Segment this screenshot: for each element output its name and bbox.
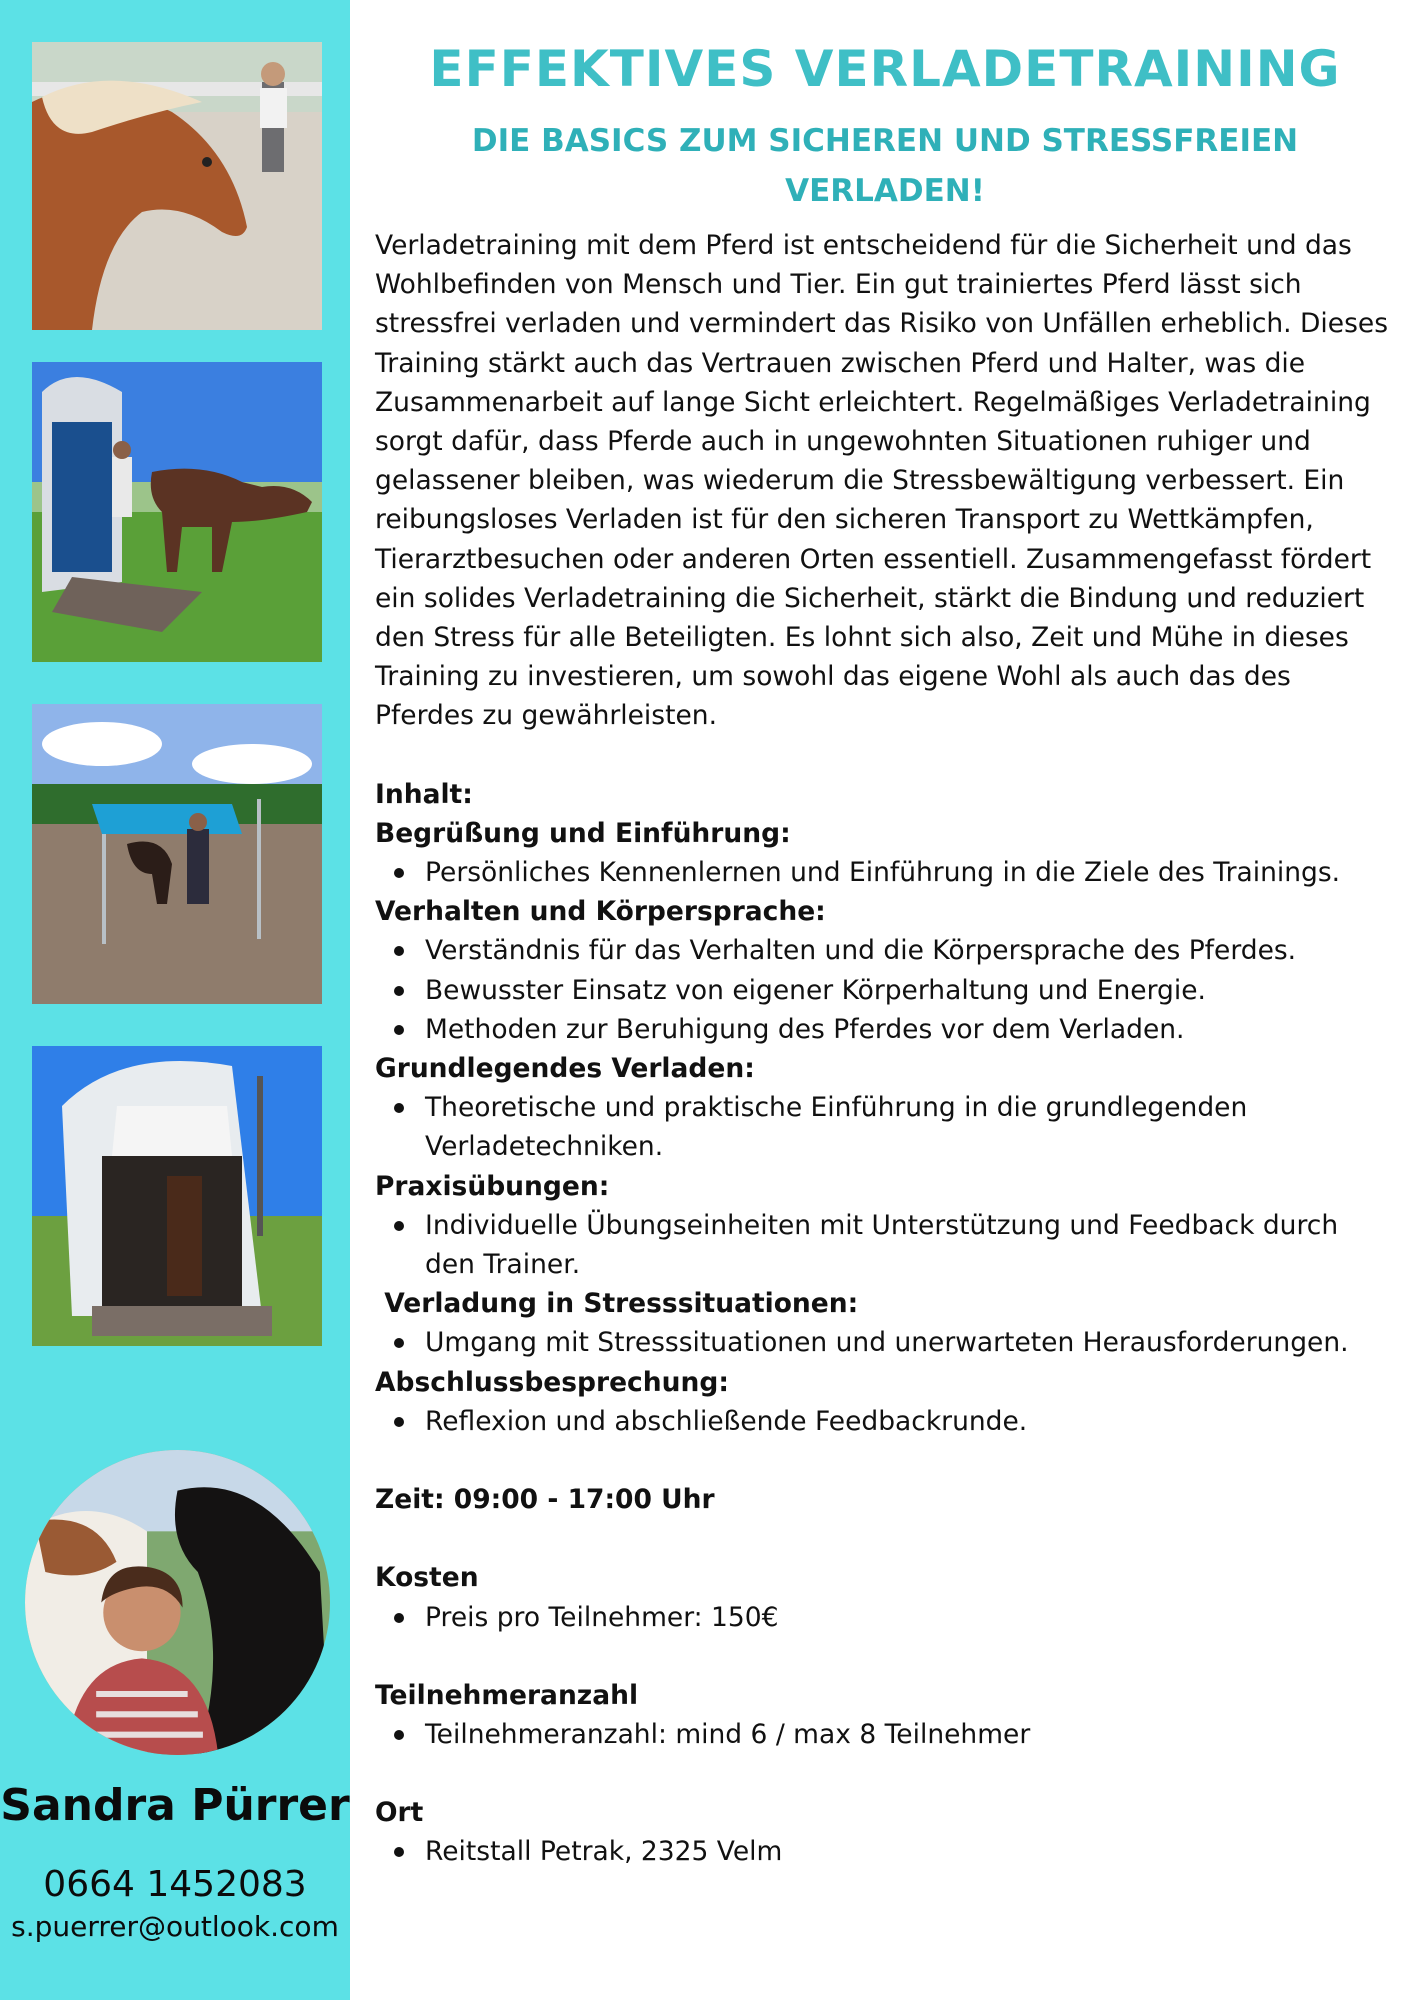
section-list — [375, 1206, 1395, 1284]
list-item: Theoretische und praktische Einführung in die grundlegenden Verladetechniken. — [425, 1088, 1395, 1166]
costs-heading: Kosten — [375, 1562, 479, 1594]
main-content — [375, 40, 1395, 1872]
trainer-portrait — [25, 1450, 330, 1755]
time-info: Zeit: 09:00 - 17:00 Uhr — [375, 1484, 715, 1516]
participants-heading: Teilnehmeranzahl — [375, 1679, 639, 1711]
section-list — [375, 931, 1395, 1049]
section-list — [375, 1402, 1395, 1441]
section-heading: Verhalten und Körpersprache: — [375, 896, 826, 928]
trainer-email[interactable]: s.puerrer@outlook.com — [11, 1910, 339, 1943]
content-label: Inhalt: — [375, 778, 473, 810]
sidebar — [0, 0, 350, 2000]
list-item: Bewusster Einsatz von eigener Körperhaltung und Energie. — [425, 971, 1395, 1010]
costs-list — [375, 1598, 1395, 1637]
photo-canopy-training — [32, 704, 322, 1004]
list-item: Persönliches Kennenlernen und Einführung in die Ziele des Trainings. — [425, 853, 1395, 892]
list-item: Reflexion und abschließende Feedbackrunde. — [425, 1402, 1395, 1441]
list-item: Umgang mit Stresssituationen und unerwarteten Herausforderungen. — [425, 1323, 1395, 1362]
location-list — [375, 1832, 1395, 1871]
page-title: EFFEKTIVES VERLADETRAINING — [429, 40, 1341, 98]
photo-horse-in-trailer — [32, 1046, 322, 1346]
price-item: Preis pro Teilnehmer: 150€ — [425, 1598, 1395, 1637]
location-heading: Ort — [375, 1797, 424, 1829]
section-list — [375, 853, 1395, 892]
section-heading: Abschlussbesprechung: — [375, 1366, 729, 1398]
participants-item: Teilnehmeranzahl: mind 6 / max 8 Teilnehmer — [425, 1715, 1395, 1754]
section-list — [375, 1323, 1395, 1362]
section-heading: Grundlegendes Verladen: — [375, 1053, 755, 1085]
section-list — [375, 1088, 1395, 1166]
section-heading: Verladung in Stresssituationen: — [375, 1288, 859, 1320]
section-heading: Begrüßung und Einführung: — [375, 817, 791, 849]
photo-horse-arena — [32, 42, 322, 330]
trainer-phone[interactable]: 0664 1452083 — [43, 1864, 307, 1905]
list-item: Verständnis für das Verhalten und die Körpersprache des Pferdes. — [425, 931, 1395, 970]
list-item: Individuelle Übungseinheiten mit Unterstützung und Feedback durch den Trainer. — [425, 1206, 1395, 1284]
intro-paragraph: Verladetraining mit dem Pferd ist entscheidend für die Sicherheit und das Wohlbefinden von Mensch und Tier. Ein gut trainiertes Pferd lässt sich stressfrei verladen und vermindert das Risiko von Unfällen erheblich. Dieses Training stärkt auch das Vertrauen zwischen Pferd und Halter, was die Zusammenarbeit auf lange Sicht erleichtert. Regelmäßiges Verladetraining sorgt dafür, dass Pferde auch in ungewohnten Situationen ruhiger und gelassener bleiben, was wiederum die Stressbewältigung verbessert. Ein reibungsloses Verladen ist für den sicheren Transport zu Wettkämpfen, Tierarztbesuchen oder anderen Orten essentiell. Zusammengefasst fördert ein solides Verladetraining die Sicherheit, stärkt die Bindung und reduziert den Stress für alle Beteiligten. Es lohnt sich also, Zeit und Mühe in dieses Training zu investieren, um sowohl das eigene Wohl als auch das des Pferdes zu gewährleisten. — [375, 230, 1389, 732]
participants-list — [375, 1715, 1395, 1754]
page-subtitle: DIE BASICS ZUM SICHEREN UND STRESSFREIEN VERLADEN! — [471, 123, 1299, 209]
trainer-name: Sandra Pürrer — [0, 1780, 350, 1831]
section-heading: Praxisübungen: — [375, 1170, 610, 1202]
photo-trailer-loading — [32, 362, 322, 662]
list-item: Methoden zur Beruhigung des Pferdes vor dem Verladen. — [425, 1010, 1395, 1049]
location-item: Reitstall Petrak, 2325 Velm — [425, 1832, 1395, 1871]
